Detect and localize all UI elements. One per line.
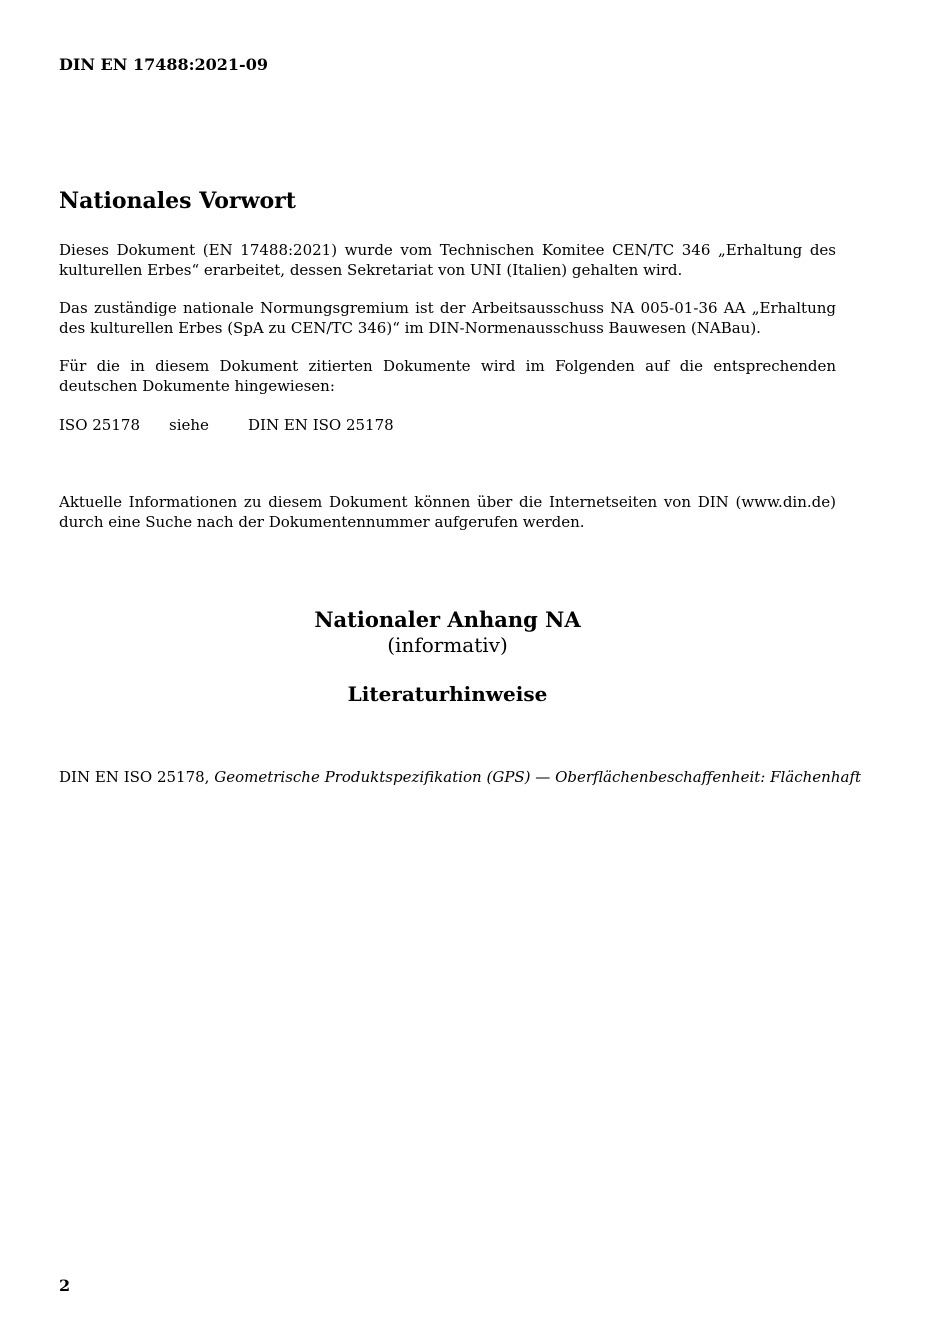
document-id-header: DIN EN 17488:2021-09 xyxy=(59,55,268,74)
paragraph-national-body: Das zuständige nationale Normungsgremium ist der Arbeitsausschuss NA 005-01-36 AA „Erhaltung des kulturellen Erbes (SpA zu CEN/TC 346)“ im DIN-Normenausschuss Bauwesen (NABau). xyxy=(59,299,836,337)
reference-international: ISO 25178 xyxy=(59,416,140,434)
paragraph-cited-documents: Für die in diesem Dokument zitierten Dokumente wird im Folgenden auf die entsprechenden deutschen Dokumente hingewiesen: xyxy=(59,357,836,395)
annex-subtitle: (informativ) xyxy=(387,633,508,657)
bibliography-ref: DIN EN ISO 25178, xyxy=(59,768,215,786)
paragraph-info: Aktuelle Informationen zu diesem Dokument können über die Internetseiten von DIN (www.din.de) durch eine Suche nach der Dokumentennummer aufgerufen werden. xyxy=(59,493,836,531)
annex-section-title: Literaturhinweise xyxy=(347,682,548,706)
paragraph-committee: Dieses Dokument (EN 17488:2021) wurde vom Technischen Komitee CEN/TC 346 „Erhaltung des kulturellen Erbes“ erarbeitet, dessen Sekretariat von UNI (Italien) gehalten wird. xyxy=(59,241,836,279)
reference-national: DIN EN ISO 25178 xyxy=(248,416,394,434)
page-number: 2 xyxy=(59,1276,71,1295)
bibliography-title: Geometrische Produktspezifikation (GPS) — Oberflächenbeschaffenheit: Flächenhaft xyxy=(214,768,862,786)
section-title-nationales-vorwort: Nationales Vorwort xyxy=(59,188,296,214)
annex-title: Nationaler Anhang NA xyxy=(314,607,581,632)
bibliography-entry xyxy=(59,768,861,788)
reference-relation: siehe xyxy=(169,416,209,434)
